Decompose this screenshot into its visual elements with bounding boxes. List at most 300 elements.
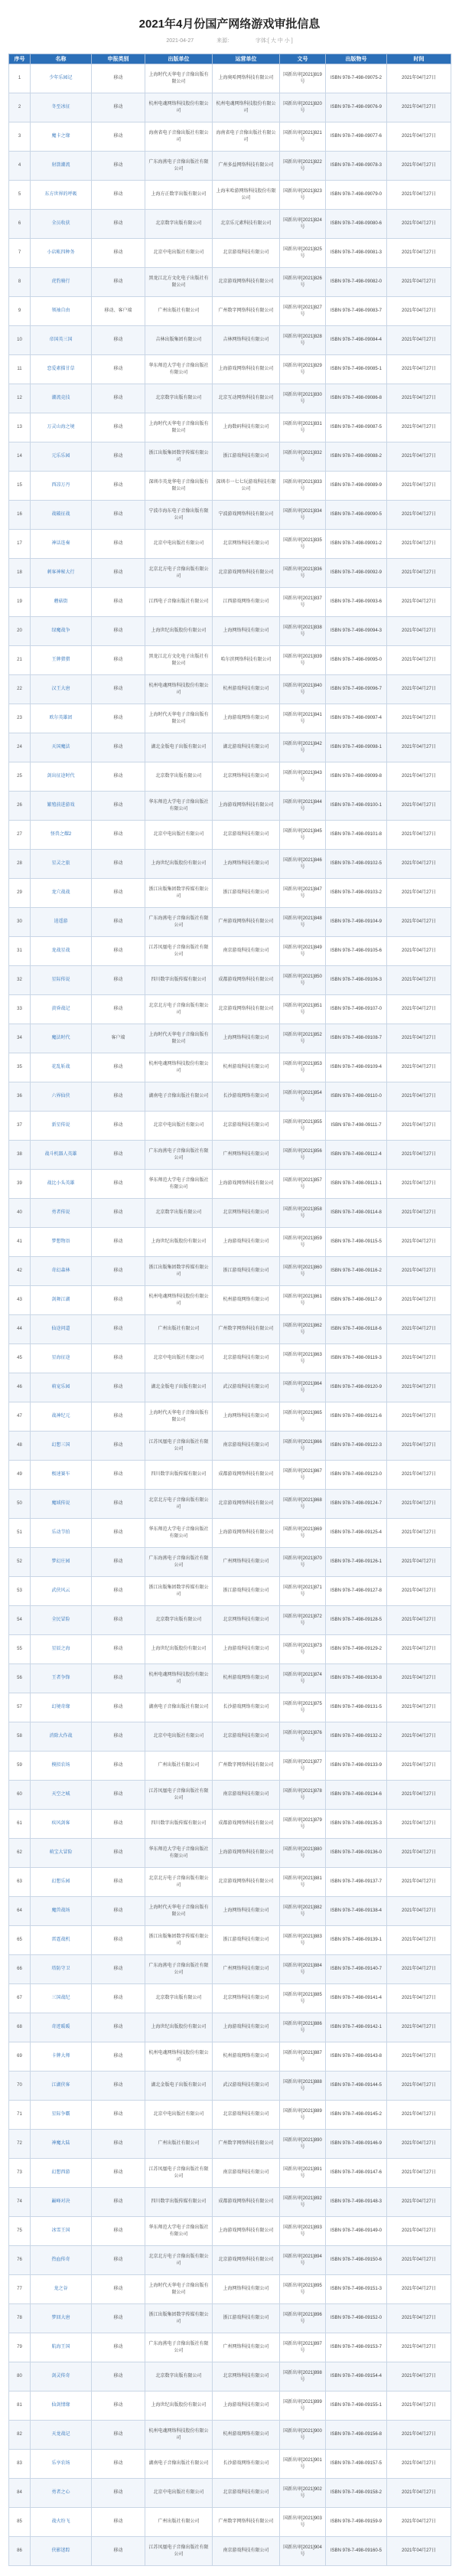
col-approval-no: 国新出审[2021]889号 (280, 2101, 326, 2130)
col-approval-no: 国新出审[2021]881号 (280, 1868, 326, 1897)
col-publisher: 北京北方电子音像出版有限公司 (145, 1490, 213, 1519)
col-category: 移动 (92, 2130, 145, 2159)
col-approval-no: 国新出审[2021]894号 (280, 2246, 326, 2275)
table-row (9, 1984, 451, 2013)
col-approval-no: 国新出审[2021]878号 (280, 1781, 326, 1810)
col-name: 全民冒险 (31, 1606, 92, 1635)
col-number: 69 (9, 2042, 31, 2072)
col-category: 移动 (92, 2246, 145, 2275)
col-approval-no: 国新出审[2021]827号 (280, 297, 326, 326)
col-date: 2021年04月27日 (387, 1432, 451, 1461)
col-date: 2021年04月27日 (387, 93, 451, 122)
header-col-operator: 运营单位 (213, 54, 280, 64)
col-approval-no: 国新出审[2021]897号 (280, 2333, 326, 2362)
col-category: 移动 (92, 1519, 145, 1548)
table-row (9, 2479, 451, 2508)
col-approval-no: 国新出审[2021]853号 (280, 1053, 326, 1082)
col-isbn: ISBN 978-7-498-09150-6 (326, 2246, 387, 2275)
col-name: 消除大作战 (31, 1722, 92, 1752)
col-operator: 北京游戏网络科技有限公司 (213, 268, 280, 297)
col-number: 37 (9, 1112, 31, 1141)
col-category: 移动 (92, 1432, 145, 1461)
col-date: 2021年04月27日 (387, 1693, 451, 1722)
col-category: 移动 (92, 1141, 145, 1170)
col-date: 2021年04月27日 (387, 326, 451, 355)
col-operator: 广州网络科技有限公司 (213, 1955, 280, 1984)
col-category: 移动 (92, 2188, 145, 2217)
col-number: 23 (9, 704, 31, 733)
col-name: 魔域传说 (31, 1490, 92, 1519)
col-number: 67 (9, 1984, 31, 2013)
col-category: 移动 (92, 966, 145, 995)
col-operator: 杭州游戏网络有限公司 (213, 2042, 280, 2072)
col-publisher: 上海时代天华电子音像出版有限公司 (145, 1897, 213, 1926)
col-date: 2021年04月27日 (387, 2392, 451, 2421)
col-publisher: 北京北方电子音像出版有限公司 (145, 559, 213, 588)
col-date: 2021年04月27日 (387, 879, 451, 908)
col-publisher: 北京北方电子音像出版有限公司 (145, 2246, 213, 2275)
col-publisher: 北京北方电子音像出版有限公司 (145, 1868, 213, 1897)
col-category: 移动 (92, 181, 145, 210)
col-approval-no: 国新出审[2021]862号 (280, 1315, 326, 1344)
col-number: 45 (9, 1344, 31, 1373)
col-publisher: 上海方正数字出版有限公司 (145, 181, 213, 210)
col-date: 2021年04月27日 (387, 1606, 451, 1635)
col-isbn: ISBN 978-7-498-09138-4 (326, 1897, 387, 1926)
col-date: 2021年04月27日 (387, 1286, 451, 1315)
col-operator: 广州网络科技有限公司 (213, 1548, 280, 1577)
col-number: 50 (9, 1490, 31, 1519)
col-isbn: ISBN 978-7-498-09085-1 (326, 355, 387, 384)
col-operator: 北京游戏网络科技有限公司 (213, 995, 280, 1024)
col-approval-no: 国新出审[2021]887号 (280, 2042, 326, 2072)
col-publisher: 浙江出版集团数字传媒有限公司 (145, 1257, 213, 1286)
col-isbn: ISBN 978-7-498-09106-3 (326, 966, 387, 995)
col-category: 移动 (92, 1170, 145, 1199)
col-name: 奇迹暖暖 (31, 2013, 92, 2042)
table-row (9, 1722, 451, 1752)
col-isbn: ISBN 978-7-498-09145-2 (326, 2101, 387, 2130)
col-approval-no: 国新出审[2021]891号 (280, 2159, 326, 2188)
col-name: 战斗机器人英雄 (31, 1141, 92, 1170)
col-category: 移动 (92, 733, 145, 762)
col-category: 移动 (92, 1112, 145, 1141)
col-approval-no: 国新出审[2021]844号 (280, 792, 326, 821)
col-date: 2021年04月27日 (387, 2421, 451, 2450)
col-category: 移动 (92, 268, 145, 297)
col-publisher: 江苏凤凰电子音像出版社有限公司 (145, 1781, 213, 1810)
col-publisher: 北京数字出版有限公司 (145, 210, 213, 239)
col-name: 花乱斩战 (31, 1053, 92, 1082)
col-name: 萌宠乐园 (31, 1373, 92, 1402)
table-row (9, 2450, 451, 2479)
col-publisher: 华东师范大学电子音像出版社有限公司 (145, 355, 213, 384)
col-approval-no: 国新出审[2021]861号 (280, 1286, 326, 1315)
col-publisher: 杭州电魂网络科技股份有限公司 (145, 1286, 213, 1315)
col-operator: 上海游戏网络科技有限公司 (213, 1170, 280, 1199)
col-isbn: ISBN 978-7-498-09154-4 (326, 2362, 387, 2392)
col-publisher: 北京数字出版有限公司 (145, 1199, 213, 1228)
col-publisher: 江苏凤凰电子音像出版社有限公司 (145, 2159, 213, 2188)
table-body (9, 64, 451, 2566)
col-isbn: ISBN 978-7-498-09130-8 (326, 1664, 387, 1693)
col-category: 移动 (92, 2217, 145, 2246)
col-number: 21 (9, 646, 31, 675)
col-name: 潮流竞技 (31, 384, 92, 413)
col-date: 2021年04月27日 (387, 966, 451, 995)
table-row (9, 64, 451, 93)
col-number: 43 (9, 1286, 31, 1315)
col-isbn: ISBN 978-7-498-09113-1 (326, 1170, 387, 1199)
col-date: 2021年04月27日 (387, 908, 451, 937)
col-number: 68 (9, 2013, 31, 2042)
table-row (9, 355, 451, 384)
table-row (9, 501, 451, 530)
col-name: 龙穴战战 (31, 879, 92, 908)
publish-date: 2021-04-27 (166, 38, 194, 44)
col-category: 移动 (92, 326, 145, 355)
col-approval-no: 国新出审[2021]835号 (280, 530, 326, 559)
table-row (9, 937, 451, 966)
col-isbn: ISBN 978-7-498-09112-4 (326, 1141, 387, 1170)
col-date: 2021年04月27日 (387, 501, 451, 530)
col-name: 新星传说 (31, 1112, 92, 1141)
col-isbn: ISBN 978-7-498-09079-0 (326, 181, 387, 210)
col-date: 2021年04月27日 (387, 297, 451, 326)
col-publisher: 北京中电出版社有限公司 (145, 239, 213, 268)
table-row (9, 2362, 451, 2392)
col-approval-no: 国新出审[2021]900号 (280, 2421, 326, 2450)
col-approval-no: 国新出审[2021]837号 (280, 588, 326, 617)
col-publisher: 广州出版社有限公司 (145, 2508, 213, 2537)
col-name: 疾风剑客 (31, 1810, 92, 1839)
col-isbn: ISBN 978-7-498-09097-4 (326, 704, 387, 733)
col-approval-no: 国新出审[2021]866号 (280, 1432, 326, 1461)
col-category: 移动 (92, 762, 145, 792)
col-category: 移动 (92, 530, 145, 559)
col-category: 客户端 (92, 1024, 145, 1053)
col-name: 勇者之心 (31, 2479, 92, 2508)
col-isbn: ISBN 978-7-498-09108-7 (326, 1024, 387, 1053)
col-publisher: 江苏凤凰电子音像出版社有限公司 (145, 2537, 213, 2566)
col-approval-no: 国新出审[2021]831号 (280, 413, 326, 442)
col-operator: 上海网络科技有限公司 (213, 2275, 280, 2304)
col-publisher: 湖北金版电子出版有限公司 (145, 2072, 213, 2101)
col-operator: 海南省电子音像出版社有限公司 (213, 122, 280, 152)
table-row (9, 1868, 451, 1897)
col-name: 恋爱素描甘草 (31, 355, 92, 384)
col-operator: 北京网络科技有限公司 (213, 530, 280, 559)
col-publisher: 广东海燕电子音像出版社有限公司 (145, 1548, 213, 1577)
col-date: 2021年04月27日 (387, 1984, 451, 2013)
col-operator: 北京游戏科技有限公司 (213, 821, 280, 850)
col-isbn: ISBN 978-7-498-09137-7 (326, 1868, 387, 1897)
col-operator: 南京游戏科技有限公司 (213, 2159, 280, 2188)
col-name: 梦回大唐 (31, 2304, 92, 2333)
col-category: 移动 (92, 2275, 145, 2304)
col-name: 东方世界的呼吸 (31, 181, 92, 210)
col-approval-no: 国新出审[2021]833号 (280, 472, 326, 501)
table-row (9, 1082, 451, 1112)
col-category: 移动 (92, 355, 145, 384)
col-operator: 上海网络科技有限公司 (213, 1024, 280, 1053)
col-publisher: 海南省电子音像出版社有限公司 (145, 122, 213, 152)
col-isbn: ISBN 978-7-498-09156-8 (326, 2421, 387, 2450)
col-date: 2021年04月27日 (387, 733, 451, 762)
col-number: 84 (9, 2479, 31, 2508)
col-date: 2021年04月27日 (387, 995, 451, 1024)
col-number: 40 (9, 1199, 31, 1228)
col-date: 2021年04月27日 (387, 2362, 451, 2392)
col-operator: 北京乐元素科技有限公司 (213, 210, 280, 239)
table-row (9, 966, 451, 995)
table-row (9, 1053, 451, 1082)
col-date: 2021年04月27日 (387, 1402, 451, 1432)
col-publisher: 浙江出版集团数字传媒有限公司 (145, 2304, 213, 2333)
col-name: 天龙战记 (31, 2421, 92, 2450)
col-name: 天国魔法 (31, 733, 92, 762)
col-operator: 上海游戏网络科技有限公司 (213, 792, 280, 821)
col-approval-no: 国新出审[2021]836号 (280, 559, 326, 588)
col-date: 2021年04月27日 (387, 472, 451, 501)
col-name: 剑舞江湖 (31, 1286, 92, 1315)
col-name: 汉王大唐 (31, 675, 92, 704)
table-row (9, 1752, 451, 1781)
col-isbn: ISBN 978-7-498-09153-7 (326, 2333, 387, 2362)
col-publisher: 浙江出版集团数字传媒有限公司 (145, 879, 213, 908)
col-publisher: 江苏凤凰电子音像出版社有限公司 (145, 937, 213, 966)
col-isbn: ISBN 978-7-498-09116-2 (326, 1257, 387, 1286)
col-date: 2021年04月27日 (387, 2188, 451, 2217)
col-category: 移动 (92, 2304, 145, 2333)
col-approval-no: 国新出审[2021]841号 (280, 704, 326, 733)
col-number: 2 (9, 93, 31, 122)
col-approval-no: 国新出审[2021]870号 (280, 1548, 326, 1577)
col-operator: 北京游戏网络科技有限公司 (213, 1868, 280, 1897)
col-publisher: 上海时代天华电子音像出版有限公司 (145, 413, 213, 442)
col-isbn: ISBN 978-7-498-09158-2 (326, 2479, 387, 2508)
col-isbn: ISBN 978-7-498-09114-8 (326, 1199, 387, 1228)
col-number: 51 (9, 1519, 31, 1548)
col-date: 2021年04月27日 (387, 2275, 451, 2304)
table-row (9, 1199, 451, 1228)
col-name: 极速赛车 (31, 1461, 92, 1490)
col-isbn: ISBN 978-7-498-09122-3 (326, 1432, 387, 1461)
table-row (9, 1955, 451, 1984)
col-date: 2021年04月27日 (387, 1257, 451, 1286)
col-category: 移动 (92, 1577, 145, 1606)
col-name: 黄昏战记 (31, 995, 92, 1024)
col-number: 4 (9, 152, 31, 181)
table-row (9, 559, 451, 588)
header-col-category: 申报类别 (92, 54, 145, 64)
col-number: 39 (9, 1170, 31, 1199)
col-name: 星灵之旅 (31, 850, 92, 879)
table-row (9, 1781, 451, 1810)
col-publisher: 杭州电魂网络科技股份有限公司 (145, 675, 213, 704)
table-row (9, 646, 451, 675)
col-operator: 武汉游戏科技有限公司 (213, 2072, 280, 2101)
col-date: 2021年04月27日 (387, 1577, 451, 1606)
approval-table (8, 54, 451, 2566)
col-number: 64 (9, 1897, 31, 1926)
col-number: 25 (9, 762, 31, 792)
col-name: 战破征战 (31, 501, 92, 530)
col-number: 31 (9, 937, 31, 966)
table-row (9, 2508, 451, 2537)
col-approval-no: 国新出审[2021]876号 (280, 1722, 326, 1752)
col-category: 移动 (92, 413, 145, 442)
col-approval-no: 国新出审[2021]840号 (280, 675, 326, 704)
col-approval-no: 国新出审[2021]883号 (280, 1926, 326, 1955)
table-row (9, 1490, 451, 1519)
col-name: 繁殖前进游戏 (31, 792, 92, 821)
col-operator: 广州网络科技有限公司 (213, 1141, 280, 1170)
col-approval-no: 国新出审[2021]838号 (280, 617, 326, 646)
col-date: 2021年04月27日 (387, 1344, 451, 1373)
col-publisher: 上海时代天华电子音像出版有限公司 (145, 2275, 213, 2304)
col-category: 移动 (92, 821, 145, 850)
col-category: 移动 (92, 937, 145, 966)
table-row (9, 93, 451, 122)
col-approval-no: 国新出审[2021]871号 (280, 1577, 326, 1606)
col-publisher: 广东海燕电子音像出版社有限公司 (145, 1955, 213, 1984)
col-number: 72 (9, 2130, 31, 2159)
col-category: 移动 (92, 850, 145, 879)
col-date: 2021年04月27日 (387, 64, 451, 93)
table-row (9, 297, 451, 326)
col-category: 移动 (92, 1082, 145, 1112)
col-operator: 浙江游戏科技有限公司 (213, 1257, 280, 1286)
col-category: 移动 (92, 1664, 145, 1693)
col-operator: 哈尔滨网络科技有限公司 (213, 646, 280, 675)
col-date: 2021年04月27日 (387, 2450, 451, 2479)
col-name: 仙剑情缘 (31, 2392, 92, 2421)
col-name: 龙战星战 (31, 937, 92, 966)
col-operator: 浙江游戏科技有限公司 (213, 1577, 280, 1606)
col-operator: 北京网络科技有限公司 (213, 762, 280, 792)
col-publisher: 浙江出版集团数字传媒有限公司 (145, 442, 213, 472)
col-publisher: 黑龙江北方文化电子出版社有限公司 (145, 646, 213, 675)
col-date: 2021年04月27日 (387, 1170, 451, 1199)
col-date: 2021年04月27日 (387, 1199, 451, 1228)
col-operator: 成都游戏网络科技有限公司 (213, 1810, 280, 1839)
col-operator: 杭州游戏网络有限公司 (213, 1286, 280, 1315)
col-category: 移动 (92, 1781, 145, 1810)
col-isbn: ISBN 978-7-498-09092-9 (326, 559, 387, 588)
col-number: 70 (9, 2072, 31, 2101)
col-category: 移动 (92, 1490, 145, 1519)
col-isbn: ISBN 978-7-498-09160-5 (326, 2537, 387, 2566)
col-category: 移动 (92, 1752, 145, 1781)
col-publisher: 北京数字出版有限公司 (145, 384, 213, 413)
col-number: 42 (9, 1257, 31, 1286)
col-operator: 广州网络科技有限公司 (213, 2333, 280, 2362)
col-operator: 上海游戏科技有限公司 (213, 2392, 280, 2421)
col-operator: 南京游戏科技有限公司 (213, 937, 280, 966)
col-date: 2021年04月27日 (387, 384, 451, 413)
col-approval-no: 国新出审[2021]863号 (280, 1344, 326, 1373)
col-approval-no: 国新出审[2021]820号 (280, 93, 326, 122)
table-row (9, 326, 451, 355)
table-row (9, 821, 451, 850)
col-name: 领袖自由 (31, 297, 92, 326)
col-isbn: ISBN 978-7-498-09131-5 (326, 1693, 387, 1722)
col-category: 移动 (92, 1286, 145, 1315)
col-publisher: 杭州电魂网络科技股份有限公司 (145, 1053, 213, 1082)
col-operator: 长沙游戏网络有限公司 (213, 1693, 280, 1722)
col-operator: 成都游戏网络科技有限公司 (213, 2188, 280, 2217)
table-row (9, 442, 451, 472)
col-approval-no: 国新出审[2021]892号 (280, 2188, 326, 2217)
col-publisher: 湖北金版电子出版有限公司 (145, 1373, 213, 1402)
table-row (9, 152, 451, 181)
col-publisher: 北京数字出版有限公司 (145, 762, 213, 792)
col-name: 冰雪王国 (31, 2217, 92, 2246)
col-approval-no: 国新出审[2021]895号 (280, 2275, 326, 2304)
header-col-number: 序号 (9, 54, 31, 64)
col-operator: 上海游戏网络科技有限公司 (213, 2217, 280, 2246)
col-category: 移动 (92, 2421, 145, 2450)
col-date: 2021年04月27日 (387, 442, 451, 472)
table-row (9, 675, 451, 704)
col-number: 19 (9, 588, 31, 617)
col-publisher: 北京数字出版有限公司 (145, 2362, 213, 2392)
col-approval-no: 国新出审[2021]834号 (280, 501, 326, 530)
col-isbn: ISBN 978-7-498-09077-6 (326, 122, 387, 152)
col-operator: 上海网络科技有限公司 (213, 1897, 280, 1926)
table-row (9, 1839, 451, 1868)
col-isbn: ISBN 978-7-498-09084-4 (326, 326, 387, 355)
header-col-name: 名称 (31, 54, 92, 64)
col-operator: 江西游戏网络有限公司 (213, 588, 280, 617)
col-isbn: ISBN 978-7-498-09133-9 (326, 1752, 387, 1781)
col-name: 天空之城 (31, 1781, 92, 1810)
col-publisher: 华东师范大学电子音像出版社有限公司 (145, 1170, 213, 1199)
col-name: 绿魔战争 (31, 617, 92, 646)
col-isbn: ISBN 978-7-498-09125-4 (326, 1519, 387, 1548)
col-number: 83 (9, 2450, 31, 2479)
table-row (9, 908, 451, 937)
col-date: 2021年04月27日 (387, 2508, 451, 2537)
col-name: 幻境奇缘 (31, 1693, 92, 1722)
col-operator: 上海奥哈网络科技有限公司 (213, 64, 280, 93)
col-name: 少年乐园记 (31, 64, 92, 93)
col-publisher: 上海世纪出版股份有限公司 (145, 2013, 213, 2042)
col-approval-no: 国新出审[2021]899号 (280, 2392, 326, 2421)
col-publisher: 广州出版社有限公司 (145, 1752, 213, 1781)
col-isbn: ISBN 978-7-498-09090-5 (326, 501, 387, 530)
col-operator: 浙江游戏科技有限公司 (213, 442, 280, 472)
col-isbn: ISBN 978-7-498-09147-6 (326, 2159, 387, 2188)
table-row (9, 1402, 451, 1432)
col-number: 33 (9, 995, 31, 1024)
table-row (9, 792, 451, 821)
col-operator: 杭州电魂网络科技股份有限公司 (213, 93, 280, 122)
col-category: 移动 (92, 1606, 145, 1635)
col-date: 2021年04月27日 (387, 1141, 451, 1170)
col-name: 西凉万丹 (31, 472, 92, 501)
col-publisher: 上海世纪出版股份有限公司 (145, 617, 213, 646)
col-publisher: 北京数字出版有限公司 (145, 1606, 213, 1635)
col-number: 36 (9, 1082, 31, 1112)
table-row (9, 2217, 451, 2246)
font-size-switcher[interactable]: 字体:[ 大 中 小 ] (256, 38, 293, 44)
col-approval-no: 国新出审[2021]846号 (280, 850, 326, 879)
col-operator: 北京网络科技有限公司 (213, 1984, 280, 2013)
col-publisher: 上海世纪出版股份有限公司 (145, 1228, 213, 1257)
col-category: 移动 (92, 588, 145, 617)
